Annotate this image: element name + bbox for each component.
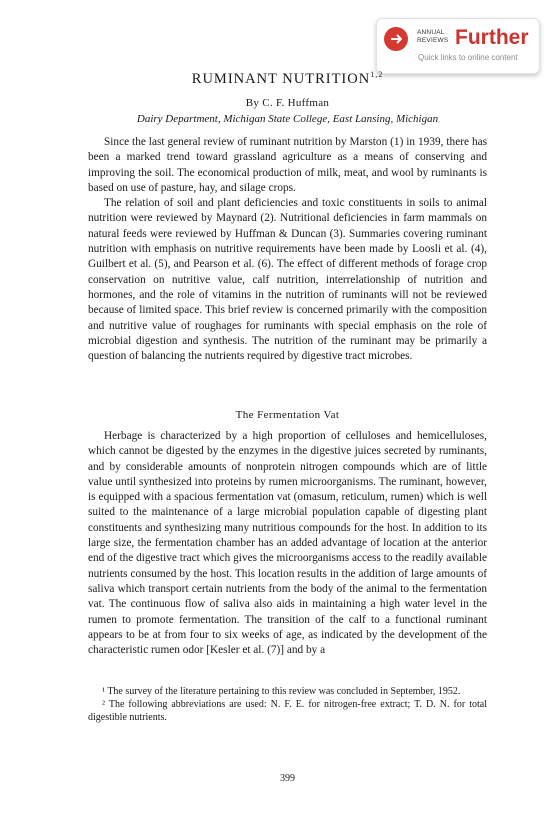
paragraph-3: Herbage is characterized by a high proportion of celluloses and hemicelluloses, which cannot be digested by the enzymes in the digestive juices secreted by ruminants, and by considerable amounts of nonprotein nitrogen compounds which are of little value until synthesized into proteins by rumen microorganisms. The ruminant, however, is equipped with a spacious fermentation vat (omasum, reticulum, rumen) which is well suited to the maintenance of a large microbial population capable of digesting plant constituents and synthesizing many nutritious compounds for the host. In addition to its large size, the fermentation chamber has an added advantage of location at the anterior end of the digestive tract which gives the microorganisms access to the readily available nutrients consumed by the host. This location results in the addition of large amounts of saliva which transport certain nutrients from the body of the animal to the fermentation vat. The continuous flow of saliva also aids in maintaining a high water level in the rumen to promote fermentation. The transition of the calf to a functional ruminant appears to be at from four to six weeks of age, as indicated by the development of the characteristic rumen odor [Kesler et al. (7)] and by a: [88, 430, 487, 657]
paragraph-1: Since the last general review of ruminant nutrition by Marston (1) in 1939, there has been a marked trend toward grassland agriculture as a means of conserving and improving the soil. The economical production of milk, meat, and wool by ruminants is based on use of pasture, hay, and silage crops.: [88, 136, 487, 194]
section-heading: The Fermentation Vat: [235, 409, 340, 421]
affiliation: Dairy Department, Michigan State College, East Lansing, Michigan: [136, 113, 439, 125]
annual-reviews-logo-icon: [384, 27, 408, 51]
author-line: By C. F. Huffman: [245, 97, 330, 109]
annual-reviews-label: ANNUAL REVIEWS: [417, 29, 449, 44]
footnote-1: ¹ The survey of the literature pertaining to this review was concluded in September, 1952.: [102, 686, 461, 697]
body-section-intro: [88, 135, 487, 364]
further-badge[interactable]: [376, 18, 540, 74]
footnotes: [88, 685, 487, 724]
quick-links-label: Quick links to online content: [418, 53, 518, 62]
page-number: 399: [280, 773, 295, 784]
body-section-fermentation: [88, 429, 487, 658]
further-label: Further: [455, 26, 529, 49]
footnote-2: ² The following abbreviations are used: N. F. E. for nitrogen-free extract; T. D. N. for total digestible nutrients.: [88, 699, 487, 723]
paragraph-2: The relation of soil and plant deficiencies and toxic constituents in soils to animal nutrition were reviewed by Maynard (2). Nutritional deficiencies in farm mammals on natural feeds were reviewed by Huffman & Duncan (3). Summaries covering ruminant nutrition with emphasis on nutritive requirements have been made by Loosli et al. (4), Guilbert et al. (5), and Pearson et al. (6). The effect of different methods of forage crop conservation on nutritive value, calf nutrition, interrelationship of nutrition and hormones, and the role of vitamins in the nutrition of ruminants will not be reviewed because of limited space. This brief review is concerned primarily with the composition and nutritive value of roughages for ruminants with special emphasis on the role of microbial digestion and synthesis. The nutrition of the ruminant may be primarily a question of balancing the nutrients required by digestive tract microbes.: [88, 197, 487, 363]
article-title: RUMINANT NUTRITION$^{1,2}$: [191, 70, 384, 87]
title-footnote-marks: 1,2: [370, 70, 384, 79]
